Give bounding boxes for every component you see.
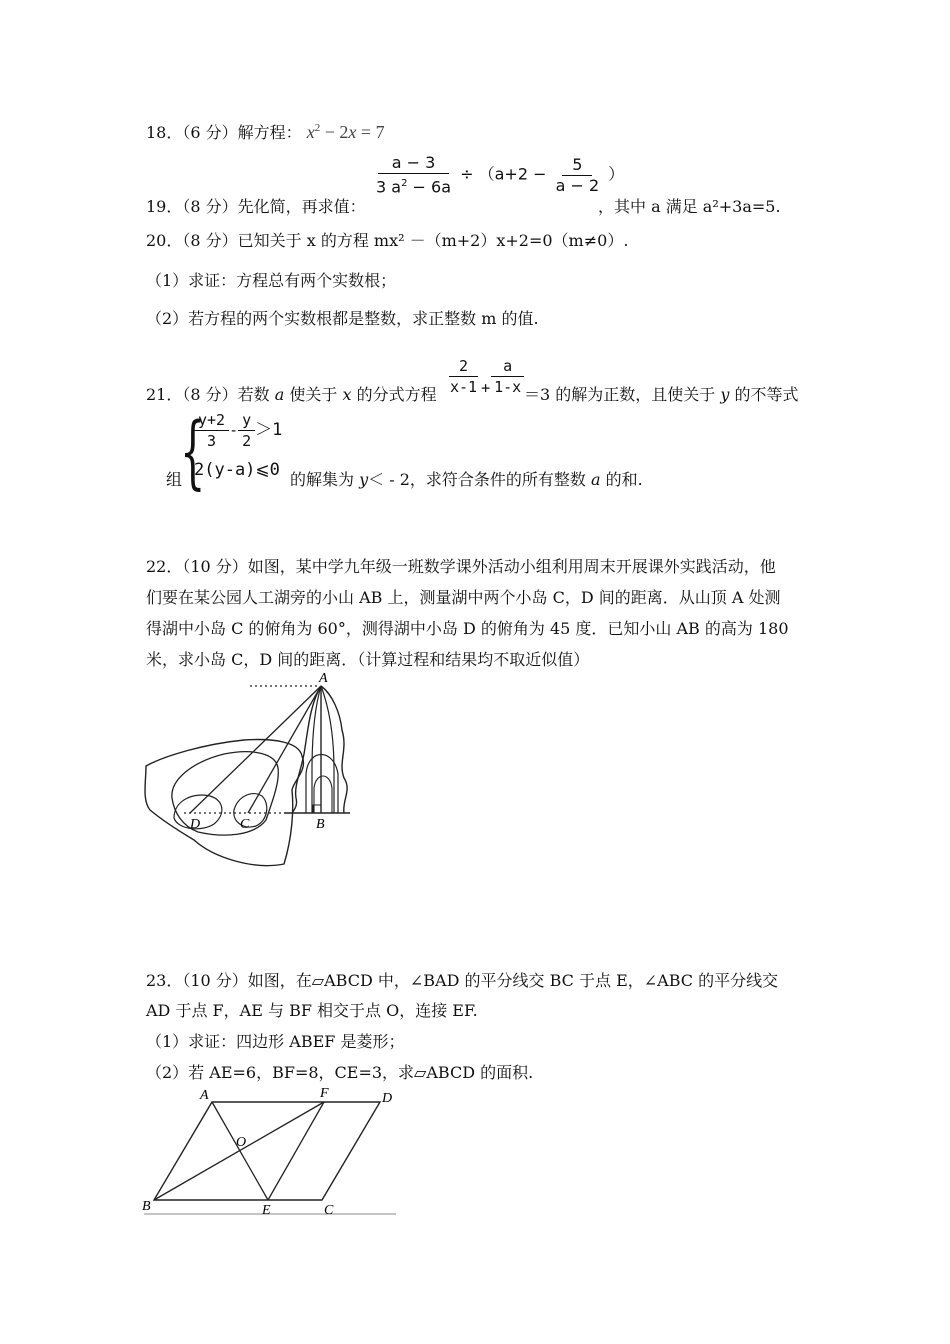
q22-figure [144, 670, 356, 870]
q23-line-ef [268, 1102, 324, 1200]
q23-label-f: F [320, 1086, 329, 1101]
q22-island-c [234, 794, 267, 827]
q22-label-a: A [319, 671, 328, 686]
q21-equation-rest: ＝3 的解为正数，且使关于 y 的不等式 [524, 385, 799, 404]
q21-zu: 组 [166, 470, 183, 489]
q19-paren-close: ） [608, 164, 625, 184]
q20-part-2: （2）若方程的两个实数根都是整数，求正整数 m 的值. [146, 309, 539, 328]
question-23-line-2: AD 于点 F，AE 与 BF 相交于点 O，连接 EF. [146, 1001, 478, 1020]
q18-score: （6 分） [182, 123, 238, 142]
question-22-line-2: 们要在某公园人工湖旁的小山 AB 上，测量湖中两个小岛 C，D 间的距离．从山顶 A 处测 [146, 588, 781, 607]
q23-label-c: C [324, 1203, 334, 1218]
q21-tail: 的解集为 y＜ - 2，求符合条件的所有整数 a 的和. [290, 470, 643, 489]
q22-mountain-arch [306, 755, 338, 814]
q22-lake-middle [172, 752, 278, 835]
q19-number: 19． [146, 197, 183, 216]
question-23-line-1: 23．（10 分）如图，在▱ABCD 中，∠BAD 的平分线交 BC 于点 E，∠ABC 的平分线交 [146, 971, 779, 990]
question-21: 21．（8 分）若数 a 使关于 x 的分式方程 [146, 385, 437, 404]
q21-fraction-2: $\frac{a}{1-x}$ [490, 356, 525, 397]
q21-plus: + [481, 379, 491, 397]
question-19 [146, 194, 366, 217]
q23-label-b: B [142, 1199, 151, 1214]
q23-parallelogram-abcd [154, 1102, 380, 1200]
q23-figure [140, 1084, 398, 1220]
q23-part-2: （2）若 AE=6，BF=8，CE=3，求▱ABCD 的面积. [146, 1063, 534, 1082]
question-22-line-1: 22．（10 分）如图，某中学九年级一班数学课外活动小组利用周末开展课外实践活动，他 [146, 557, 776, 576]
q19-divide: ÷ [460, 164, 474, 184]
q21-system-brace: { [180, 405, 206, 498]
question-20: 20．（8 分）已知关于 x 的方程 mx² －（m+2）x+2=0（m≠0）. [146, 231, 629, 250]
question-22-line-3: 得湖中小岛 C 的俯角为 60°，测得湖中小岛 D 的俯角为 45 度．已知小山 AB 的高为 180 [146, 619, 789, 638]
q19-expression [372, 153, 624, 197]
q21-inequality-1: $\frac{y+2}{3}$ - $\frac{y}{2}$ ＞1 [194, 410, 282, 451]
q23-line-bf [154, 1102, 324, 1200]
q18-text: 解方程： [237, 123, 302, 142]
q20-part-1: （1）求证：方程总有两个实数根； [146, 271, 397, 290]
question-18 [146, 120, 385, 143]
q19-paren-open: （a+2 − [478, 164, 547, 184]
q23-label-a: A [200, 1088, 209, 1103]
q21-inequality-2: 2(y-a)⩽0 [194, 460, 280, 480]
q22-line-ac [248, 686, 321, 813]
q19-text: 先化简，再求值： [237, 197, 366, 216]
q19-fraction-1: $\frac{a - 3}{3 a^2 - 6a}$ [376, 153, 452, 197]
q23-label-e: E [262, 1203, 271, 1218]
q22-mountain-inner-arch [314, 776, 332, 813]
q18-number: 18． [146, 123, 183, 142]
question-22-line-4: 米，求小岛 C，D 间的距离．（计算过程和结果均不取近似值） [146, 650, 590, 669]
q22-label-b: B [316, 817, 325, 832]
q21-equation [446, 356, 525, 397]
q23-label-o: O [236, 1135, 247, 1150]
q23-part-1: （1）求证：四边形 ABEF 是菱形； [146, 1032, 405, 1051]
q18-equation: $x^2 - 2x = 7$ [306, 122, 385, 142]
q23-label-d: D [382, 1091, 393, 1106]
q19-fraction-2: $\frac{5}{a - 2}$ [555, 154, 600, 195]
q19-score: （8 分） [182, 197, 238, 216]
q19-tail: ，其中 a 满足 a²+3a=5. [598, 197, 781, 216]
q22-label-c: C [240, 817, 250, 832]
q21-fraction-1: $\frac{2}{x-1}$ [450, 357, 478, 396]
q22-label-d: D [190, 817, 201, 832]
